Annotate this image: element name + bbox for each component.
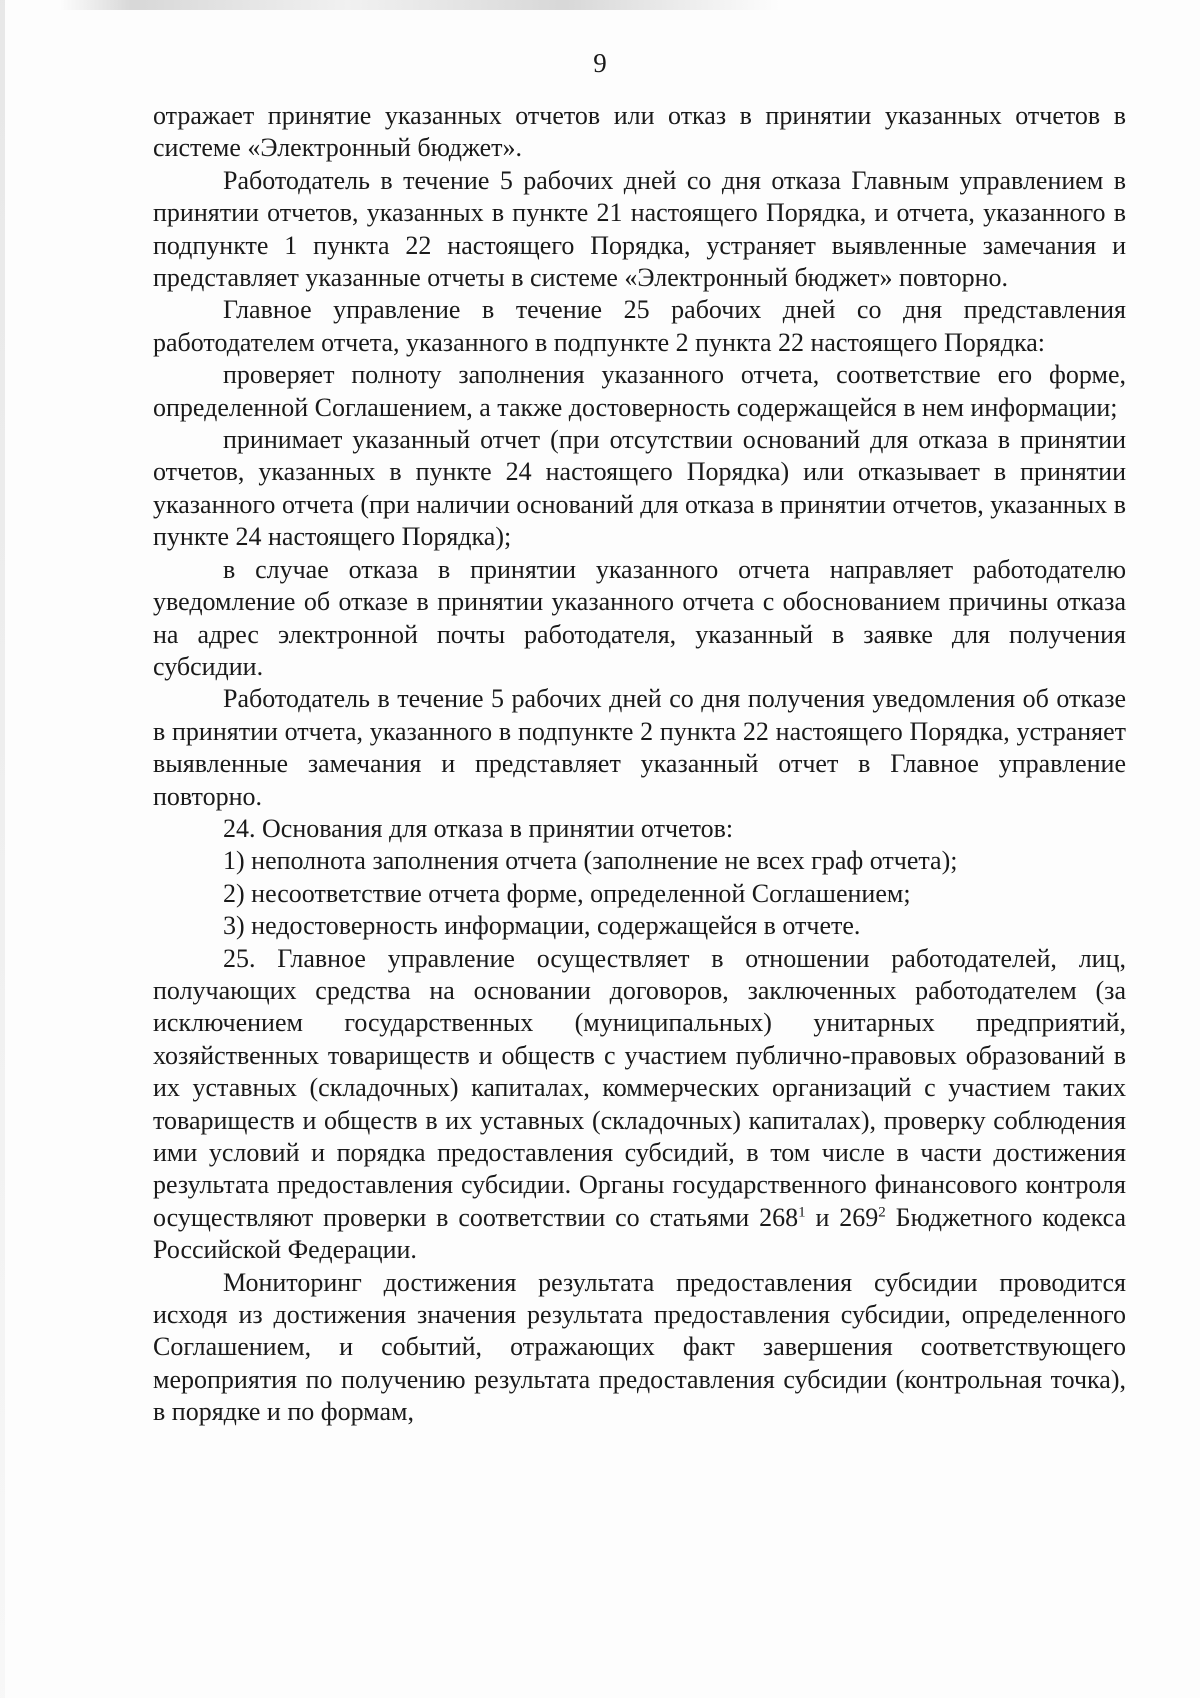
paragraph-24-heading: 24. Основания для отказа в принятии отчетов: (223, 813, 734, 843)
paragraph-resubmission: Работодатель в течение 5 рабочих дней со дня получения уведомления об отказе в принятии отчета, указанного в подпункте 2 пункта 22 настоящего Порядка, устраняет выявленные замечания и представляет указанный отчет в Главное управление повторно. (153, 684, 1126, 811)
article-269: 269 (839, 1202, 879, 1232)
paragraph-25 (153, 943, 1126, 1267)
article-269-superscript: 2 (878, 1204, 886, 1221)
paragraph-check-completeness: проверяет полноту заполнения указанного отчета, соответствие его форме, определенной Соглашением, а также достоверность содержащейся в нем информации; (153, 360, 1126, 422)
paragraph-25-text: 25. Главное управление осуществляет в отношении работодателей, лиц, получающих средства на основании договоров, заключенных работодателем (за исключением государственных (муниципальных) унитарных предприятий, хозяйственных товариществ и обществ с участием публично-правовых образований в их уставных (складочных) капиталах, коммерческих организаций с участием таких товариществ и обществ в их уставных (складочных) капиталах), проверку соблюдения ими условий и порядка предоставления субсидий, в том числе в части достижения результата предоставления субсидии. Органы государственного финансового контроля осуществляют проверки в соответствии со статьями (153, 943, 1126, 1232)
document-body (153, 100, 1126, 1429)
article-268-superscript: 1 (798, 1204, 806, 1221)
paragraph-employer-correction: Работодатель в течение 5 рабочих дней со дня отказа Главным управлением в принятии отчетов, указанных в пункте 21 настоящего Порядка, и отчета, указанного в подпункте 1 пункта 22 настоящего Порядка, устраняет выявленные замечания и представляет указанные отчеты в системе «Электронный бюджет» повторно. (153, 165, 1126, 293)
article-268: 268 (759, 1202, 799, 1232)
list-item-2: 2) несоответствие отчета форме, определенной Соглашением; (223, 878, 911, 908)
scan-border (0, 0, 5, 1698)
scan-artifact (60, 0, 780, 10)
paragraph-refusal-notice: в случае отказа в принятии указанного отчета направляет работодателю уведомление об отказе в принятии указанного отчета с обоснованием причины отказа на адрес электронной почты работодателя, указанный в заявке для получения субсидии. (153, 554, 1126, 681)
paragraph-main-department-review: Главное управление в течение 25 рабочих дней со дня представления работодателем отчета, указанного в подпункте 2 пункта 22 настоящего Порядка: (153, 295, 1126, 357)
list-item-3: 3) недостоверность информации, содержащейся в отчете. (223, 911, 861, 941)
paragraph-continuation: отражает принятие указанных отчетов или отказ в принятии указанных отчетов в системе «Электронный бюджет». (153, 101, 1126, 163)
paragraph-accept-report: принимает указанный отчет (при отсутствии оснований для отказа в принятии отчетов, указанных в пункте 24 настоящего Порядка) или отказывает в принятии указанного отчета (при наличии оснований для отказа в принятии отчетов, указанных в пункте 24 настоящего Порядка); (153, 425, 1126, 552)
paragraph-monitoring: Мониторинг достижения результата предоставления субсидии проводится исходя из достижения значения результата предоставления субсидии, определенного Соглашением, и событий, отражающих факт завершения соответствующего мероприятия по получению результата предоставления субсидии (контрольная точка), в порядке и по формам, (153, 1267, 1126, 1427)
conjunction: и (805, 1202, 840, 1232)
paragraph-25-ending: Бюджетного кодекса Российской Федерации. (153, 1202, 1127, 1265)
page-number: 9 (593, 48, 607, 78)
list-item-1: 1) неполнота заполнения отчета (заполнение не всех граф отчета); (223, 846, 958, 876)
